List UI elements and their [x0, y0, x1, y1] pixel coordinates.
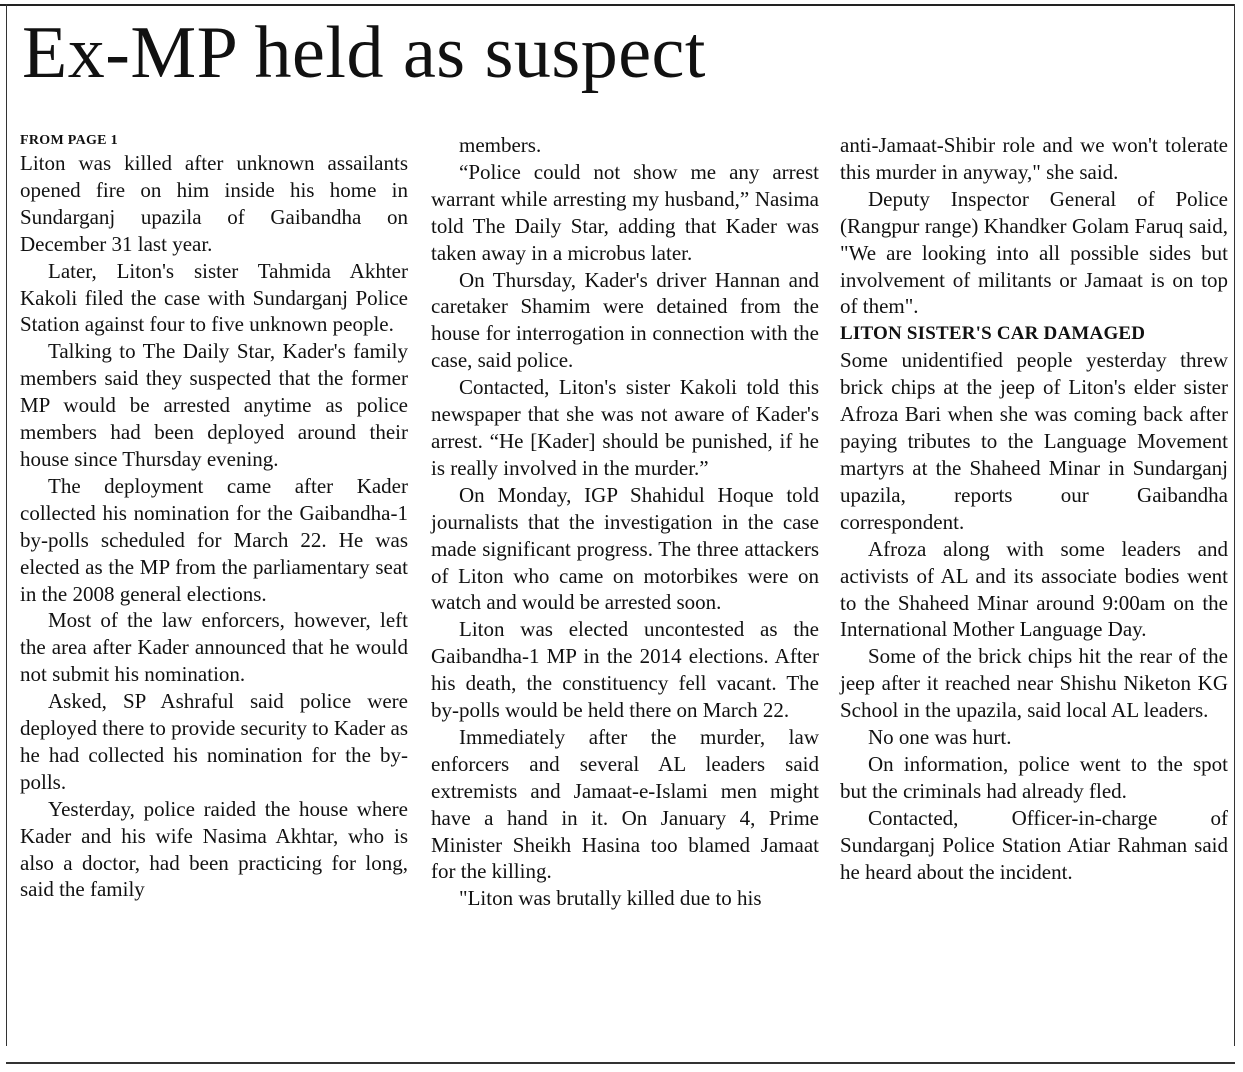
paragraph: Liton was elected uncontested as the Gaibandha-1 MP in the 2014 elections. After his death, the constituency fell vacant. The by-polls would be held there on March 22. [431, 617, 819, 723]
paragraph: The deployment came after Kader collected his nomination for the Gaibandha-1 by-polls scheduled for March 22. He was elected as the MP from the parliamentary seat in the 2008 general elections. [20, 473, 408, 606]
paragraph: No one was hurt. [868, 725, 1012, 750]
paragraph: On Monday, IGP Shahidul Hoque told journalists that the investigation in the case made significant progress. The three attackers of Liton who came on motorbikes were on watch and would be arrested soon. [431, 482, 819, 615]
subheading: LITON SISTER'S CAR DAMAGED [840, 323, 1146, 345]
paragraph: Contacted, Officer-in-charge of Sundarganj Police Station Atiar Rahman said he heard about the incident. [840, 805, 1228, 884]
paragraph: Some of the brick chips hit the rear of the jeep after it reached near Shishu Niketon KG School in the upazila, said local AL leaders. [840, 644, 1228, 723]
column-3 [840, 132, 1228, 885]
top-rule [0, 4, 1235, 6]
paragraph: members. [459, 133, 542, 157]
right-rule [1234, 4, 1235, 1046]
paragraph: On information, police went to the spot but the criminals had already fled. [840, 751, 1228, 803]
headline: Ex-MP held as suspect [22, 12, 706, 94]
paragraph: Contacted, Liton's sister Kakoli told this newspaper that she was not aware of Kader's arrest. “He [Kader] should be punished, if he is really involved in the murder.” [431, 375, 819, 480]
paragraph: anti-Jamaat-Shibir role and we won't tolerate this murder in anyway," she said. [840, 133, 1228, 184]
left-rule [6, 4, 7, 1046]
paragraph: Talking to The Daily Star, Kader's family members said they suspected that the former MP would be arrested anytime as police members had been deployed around their house since Thursday evening. [20, 339, 408, 471]
paragraph: "Liton was brutally killed due to his [459, 886, 762, 911]
paragraph: “Police could not show me any arrest warrant while arresting my husband,” Nasima told The Daily Star, adding that Kader was taken away in a microbus later. [431, 159, 819, 265]
bottom-rule [6, 1062, 1235, 1064]
paragraph: Some unidentified people yesterday threw brick chips at the jeep of Liton's elder sister Afroza Bari when she was coming back after paying tributes to the Language Movement martyrs at the Shaheed Minar in Sundarganj upazila, reports our Gaibandha correspondent. [840, 348, 1228, 534]
column-2 [431, 132, 819, 912]
paragraph: Afroza along with some leaders and activists of AL and its associate bodies went to the Shaheed Minar around 9:00am on the International Mother Language Day. [840, 536, 1228, 642]
paragraph: Yesterday, police raided the house where Kader and his wife Nasima Akhtar, who is also a doctor, had been practicing for long, said the family [20, 796, 408, 902]
paragraph: Liton was killed after unknown assailants opened fire on him inside his home in Sundarganj upazila of Gaibandha on December 31 last year. [20, 151, 408, 256]
paragraph: Immediately after the murder, law enforcers and several AL leaders said extremists and Jamaat-e-Islami men might have a hand in it. On January 4, Prime Minister Sheikh Hasina too blamed Jamaat for the killing. [431, 724, 819, 884]
column-1 [20, 132, 408, 903]
paragraph: Asked, SP Ashraful said police were deployed there to provide security to Kader as he had collected his nomination for the by-polls. [20, 689, 408, 794]
paragraph: On Thursday, Kader's driver Hannan and caretaker Shamim were detained from the house for interrogation in connection with the case, said police. [431, 267, 819, 373]
paragraph: Later, Liton's sister Tahmida Akhter Kakoli filed the case with Sundarganj Police Station against four to five unknown people. [20, 258, 408, 337]
kicker: FROM PAGE 1 [20, 133, 118, 148]
paragraph: Deputy Inspector General of Police (Rangpur range) Khandker Golam Faruq said, "We are looking into all possible sides but involvement of militants or Jamaat is on top of them". [840, 186, 1228, 319]
paragraph: Most of the law enforcers, however, left the area after Kader announced that he would not submit his nomination. [20, 608, 408, 687]
